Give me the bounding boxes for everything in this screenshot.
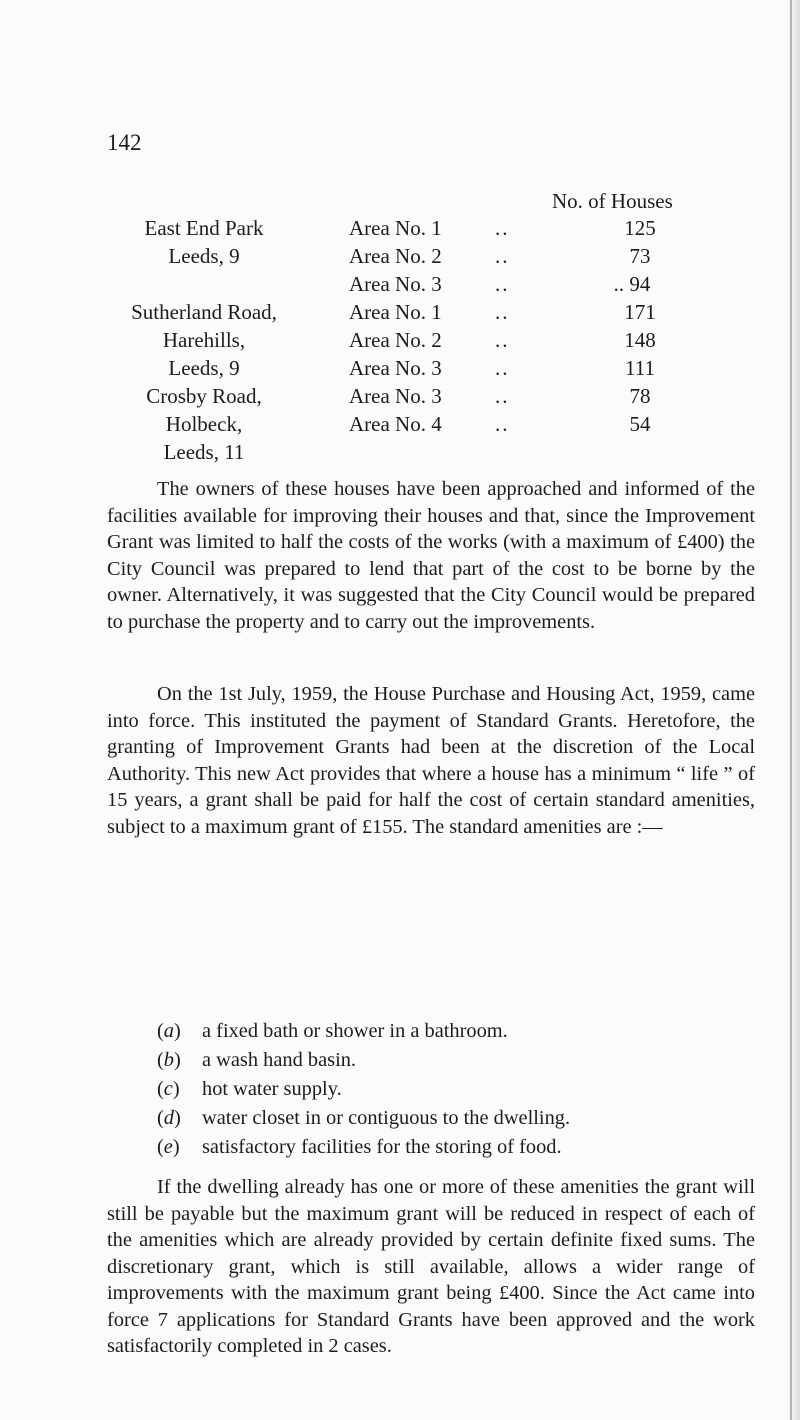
list-item-text: water closet in or contiguous to the dwelling. bbox=[202, 1107, 571, 1129]
row-area: Area No. 3 bbox=[349, 272, 442, 296]
list-marker: a bbox=[163, 1020, 174, 1042]
row-dots: .. bbox=[495, 244, 510, 268]
row-dots: .. bbox=[495, 328, 510, 352]
row-houses: 148 bbox=[624, 328, 656, 352]
row-houses: 111 bbox=[625, 356, 655, 380]
row-houses: 78 bbox=[629, 384, 651, 408]
list-item: (a) a fixed bath or shower in a bathroom. bbox=[157, 1017, 570, 1046]
row-dots: .. bbox=[495, 384, 510, 408]
row-houses: 73 bbox=[629, 244, 651, 268]
row-area: Area No. 3 bbox=[349, 384, 442, 408]
list-item-text: satisfactory facilities for the storing of food. bbox=[202, 1136, 562, 1158]
row-houses: 125 bbox=[624, 216, 656, 240]
list-item: (d) water closet in or contiguous to the dwelling. bbox=[157, 1104, 570, 1133]
amenities-list bbox=[157, 1017, 570, 1162]
list-item-text: hot water supply. bbox=[202, 1078, 342, 1100]
column-header-houses: No. of Houses bbox=[552, 189, 673, 213]
row-houses: .. 94 bbox=[613, 272, 651, 296]
list-item: (c) hot water supply. bbox=[157, 1075, 570, 1104]
row-area: Area No. 2 bbox=[349, 244, 442, 268]
list-marker: e bbox=[163, 1136, 173, 1158]
row-name: Holbeck, bbox=[165, 412, 243, 436]
houses-table bbox=[0, 0, 800, 480]
row-name: Leeds, 9 bbox=[168, 244, 240, 268]
list-item-text: a wash hand basin. bbox=[202, 1049, 357, 1071]
row-dots: .. bbox=[495, 356, 510, 380]
row-houses: 171 bbox=[624, 300, 656, 324]
row-name: Sutherland Road, bbox=[131, 300, 277, 324]
list-item: (b) a wash hand basin. bbox=[157, 1046, 570, 1075]
list-marker: d bbox=[163, 1107, 174, 1129]
row-area: Area No. 1 bbox=[349, 216, 442, 240]
page-number: 142 bbox=[107, 130, 142, 155]
row-name: East End Park bbox=[144, 216, 264, 240]
paragraph-act: On the 1st July, 1959, the House Purchase and Housing Act, 1959, came into force. This instituted the payment of Standard Grants. Heretofore, the granting of Improvement Grants had been at the discretion of the Local Authority. This new Act provides that where a house has a minimum “ life ” of 15 years, a grant shall be paid for half the cost of certain standard amenities, subject to a maximum grant of £155. The standard amenities are :— bbox=[107, 683, 755, 838]
row-dots: .. bbox=[495, 300, 510, 324]
row-name: Harehills, bbox=[162, 328, 246, 352]
row-name: Crosby Road, bbox=[146, 384, 262, 408]
row-area: Area No. 2 bbox=[349, 328, 442, 352]
row-area: Area No. 1 bbox=[349, 300, 442, 324]
list-marker: c bbox=[163, 1078, 173, 1100]
row-dots: .. bbox=[495, 412, 510, 436]
list-marker: b bbox=[163, 1049, 174, 1071]
row-name: Leeds, 9 bbox=[168, 356, 240, 380]
list-item: (e) satisfactory facilities for the storing of food. bbox=[157, 1133, 570, 1162]
row-dots: .. bbox=[495, 216, 510, 240]
row-houses: 54 bbox=[629, 412, 651, 436]
row-area: Area No. 4 bbox=[349, 412, 442, 436]
paragraph-grants: If the dwelling already has one or more of these amenities the grant will still be payable but the maximum grant will be reduced in respect of each of the amenities which are already provided by certain definite fixed sums. The discretionary grant, which is still available, allows a wider range of improvements with the maximum grant being £400. Since the Act came into force 7 applications for Standard Grants have been approved and the work satisfactorily completed in 2 cases. bbox=[107, 1176, 755, 1357]
list-item-text: a fixed bath or shower in a bathroom. bbox=[202, 1020, 508, 1042]
row-area: Area No. 3 bbox=[349, 356, 442, 380]
paragraph-owners: The owners of these houses have been approached and informed of the facilities available for improving their houses and that, since the Improvement Grant was limited to half the costs of the works (with a maximum of £400) the City Council was prepared to lend that part of the cost to be borne by the owner. Alternatively, it was suggested that the City Council would be prepared to purchase the property and to carry out the improvements. bbox=[107, 478, 755, 633]
row-name: Leeds, 11 bbox=[163, 440, 245, 464]
row-dots: .. bbox=[495, 272, 510, 296]
